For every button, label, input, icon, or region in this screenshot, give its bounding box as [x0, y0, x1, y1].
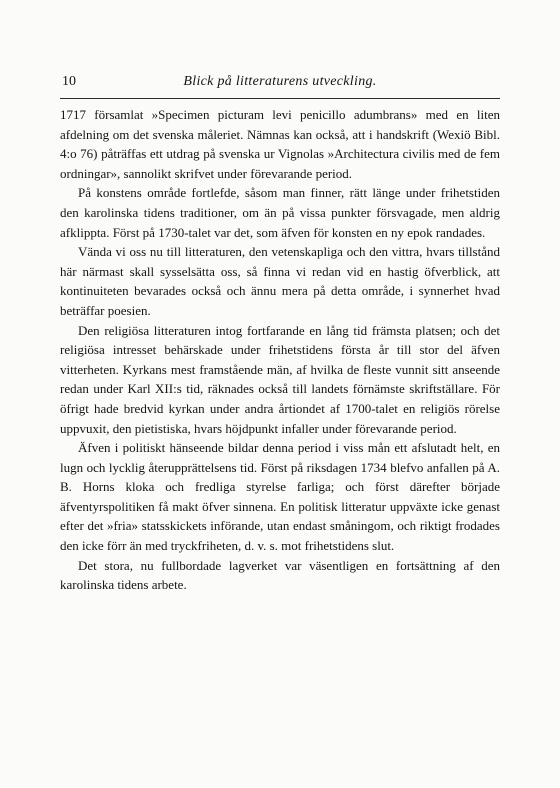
- paragraph: Vända vi oss nu till litteraturen, den vetenskapliga och den vittra, hvars tillstånd här närmast skall sysselsätta oss, så finna vi redan vid en hastig öfverblick, att kontinuiteten bevarades också och ännu mera på detta område, i synnerhet hvad beträffar poesien.: [60, 244, 500, 318]
- header-rule: [60, 98, 500, 99]
- paragraph: På konstens område fortlefde, såsom man finner, rätt länge under frihetstiden den karolinska tidens traditioner, om än på vissa punkter försvagade, men aldrig afklippta. Först på 1730-talet var det, som äfven för konsten en ny epok randades.: [60, 185, 500, 240]
- running-title: Blick på litteraturens utveckling.: [183, 74, 377, 89]
- page-number: 10: [62, 74, 76, 89]
- paragraph: Det stora, nu fullbordade lagverket var väsentligen en fortsättning af den karolinska tidens arbete.: [60, 557, 500, 593]
- paragraph: Den religiösa litteraturen intog fortfarande en lång tid främsta platsen; och det religiösa intresset behärskade under frihetstidens första år till stor del äfven vitterheten. Kyrkans mest framstående män, af hvilka de fleste vunnit sitt anseende redan under Karl XII:s tid, räknades också till landets förnämste skriftställare. För öfrigt hade bredvid kyrkan under andra årtiondet af 1700-talet en religiös rörelse uppvuxit, den pietistiska, hvars höjdpunkt infaller under förevarande period.: [60, 322, 500, 436]
- paragraph: 1717 församlat »Specimen picturam levi penicillo adumbrans» med en liten afdelning om det svenska måleriet. Nämnas kan också, att i handskrift (Wexiö Bibl. 4:o 76) påträffas ett utdrag på svenska ur Vignolas »Architectura civilis med de fem ordningar», sannolikt skrifvet under förevarande period.: [60, 107, 500, 181]
- body-text: [60, 105, 500, 595]
- page-header: [62, 74, 498, 94]
- paragraph: Äfven i politiskt hänseende bildar denna period i viss mån ett afslutadt helt, en lugn och lycklig återupprättelsens tid. Först på riksdagen 1734 blefvo anfallen på A. B. Horns kloka och fredliga styrelse farliga; och först därefter började äfventyrspolitiken få makt öfver sinnena. En politisk litteratur uppväxte icke genast efter det »fria» statsskickets införande, utan endast småningom, och riktigt frodades den icke förr än med tryckfriheten, d. v. s. mot frihetstidens slut.: [60, 440, 500, 554]
